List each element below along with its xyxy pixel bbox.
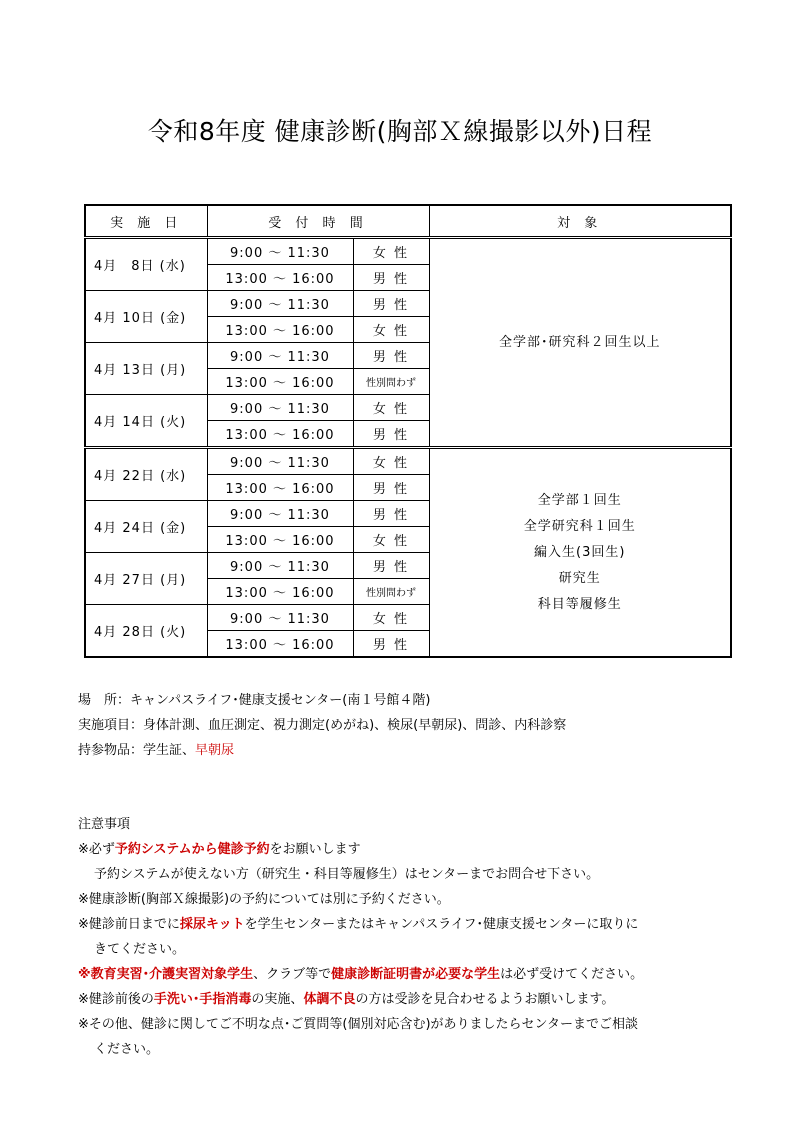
- target-line: 編入生(3回生): [534, 544, 626, 560]
- time-cell: 13:00 ～ 16:00: [207, 369, 353, 395]
- note-emphasis: 体調不良: [303, 992, 356, 1007]
- date-cell: 4月 14日 (火): [85, 395, 207, 448]
- time-cell: 9:00 ～ 11:30: [207, 553, 353, 579]
- table-row: [85, 448, 731, 475]
- info-items: 実施項目：身体計測、血圧測定、視力測定(めがね)、検尿(早朝尿)、問診、内科診察: [78, 718, 567, 733]
- target-cell-group-1: [429, 238, 731, 448]
- date-cell: 4月 22日 (水): [85, 448, 207, 501]
- note-text: ※健診前後の: [78, 992, 154, 1007]
- date-cell: 4月 27日 (月): [85, 553, 207, 605]
- target-line: 全学部･研究科２回生以上: [498, 334, 661, 350]
- group-1: [85, 238, 731, 448]
- note-3-cont: きてください。: [94, 942, 186, 957]
- header-date: 実 施 日: [85, 205, 207, 238]
- note-text: ※健診前日までに: [78, 917, 180, 932]
- gender-cell: 男 性: [353, 421, 429, 448]
- info-bring-red: 早朝尿: [195, 743, 235, 758]
- gender-cell: 男 性: [353, 553, 429, 579]
- time-cell: 13:00 ～ 16:00: [207, 579, 353, 605]
- header-time: 受 付 時 間: [207, 205, 429, 238]
- note-emphasis: 健康診断証明書が必要な学生: [331, 967, 501, 982]
- gender-cell: 女 性: [353, 317, 429, 343]
- time-cell: 9:00 ～ 11:30: [207, 448, 353, 475]
- note-1: [78, 837, 738, 862]
- notes-section: [78, 812, 738, 1062]
- note-6: ※その他、健診に関してご不明な点･ご質問等(個別対応含む)がありましたらセンターまでご相談: [78, 1017, 639, 1032]
- time-cell: 13:00 ～ 16:00: [207, 527, 353, 553]
- info-place: 場 所：キャンパスライフ･健康支援センター(南１号館４階): [78, 693, 431, 708]
- info-section: [78, 688, 566, 763]
- time-cell: 13:00 ～ 16:00: [207, 475, 353, 501]
- time-cell: 13:00 ～ 16:00: [207, 421, 353, 448]
- gender-cell: 性別問わず: [353, 579, 429, 605]
- target-line: 研究生: [558, 570, 601, 586]
- target-line: 科目等履修生: [537, 596, 622, 612]
- note-emphasis: 予約システムから健診予約: [114, 842, 270, 857]
- note-emphasis: 採尿キット: [179, 917, 245, 932]
- date-cell: 4月 24日 (金): [85, 501, 207, 553]
- time-cell: 9:00 ～ 11:30: [207, 395, 353, 421]
- info-bring: [78, 738, 566, 763]
- page-title: 令和8年度 健康診断(胸部Ｘ線撮影以外)日程: [147, 117, 653, 146]
- note-3: [78, 912, 738, 937]
- note-emphasis: 手洗い･手指消毒: [153, 992, 252, 1007]
- gender-cell: 男 性: [353, 343, 429, 369]
- note-4: [78, 962, 738, 987]
- note-2: ※健康診断(胸部Ｘ線撮影)の予約については別に予約ください。: [78, 892, 450, 907]
- gender-cell: 女 性: [353, 527, 429, 553]
- gender-cell: 男 性: [353, 501, 429, 527]
- note-text: の実施、: [251, 992, 304, 1007]
- date-cell: 4月 13日 (月): [85, 343, 207, 395]
- time-cell: 13:00 ～ 16:00: [207, 317, 353, 343]
- note-text: 、クラブ等で: [253, 967, 332, 982]
- gender-cell: 男 性: [353, 265, 429, 291]
- notes-heading: 注意事項: [78, 817, 131, 832]
- gender-cell: 男 性: [353, 475, 429, 501]
- date-cell: 4月 8日 (水): [85, 238, 207, 291]
- note-text: の方は受診を見合わせるようお願いします。: [355, 992, 615, 1007]
- header-target: 対 象: [429, 205, 731, 238]
- gender-cell: 男 性: [353, 631, 429, 658]
- note-text: は必ず受けてください。: [500, 967, 644, 982]
- table-row: [85, 238, 731, 265]
- note-text: ※必ず: [78, 842, 115, 857]
- time-cell: 9:00 ～ 11:30: [207, 238, 353, 265]
- target-line: 全学部１回生: [537, 492, 622, 508]
- target-line: 全学研究科１回生: [523, 518, 636, 534]
- schedule-table: [84, 204, 732, 658]
- gender-cell: 性別問わず: [353, 369, 429, 395]
- time-cell: 9:00 ～ 11:30: [207, 343, 353, 369]
- gender-cell: 女 性: [353, 605, 429, 631]
- note-text: を学生センターまたはキャンパスライフ･健康支援センターに取りに: [244, 917, 639, 932]
- note-emphasis: ※教育実習･介護実習対象学生: [78, 967, 254, 982]
- group-2: [85, 448, 731, 658]
- time-cell: 9:00 ～ 11:30: [207, 605, 353, 631]
- gender-cell: 男 性: [353, 291, 429, 317]
- target-cell-group-2: [429, 448, 731, 658]
- gender-cell: 女 性: [353, 448, 429, 475]
- note-text: をお願いします: [269, 842, 361, 857]
- note-6-cont: ください。: [94, 1042, 160, 1057]
- time-cell: 13:00 ～ 16:00: [207, 631, 353, 658]
- gender-cell: 女 性: [353, 395, 429, 421]
- time-cell: 9:00 ～ 11:30: [207, 291, 353, 317]
- time-cell: 9:00 ～ 11:30: [207, 501, 353, 527]
- info-bring-label: 持参物品：学生証、: [78, 743, 196, 758]
- table-header-row: [85, 205, 731, 238]
- date-cell: 4月 28日 (火): [85, 605, 207, 658]
- note-5: [78, 987, 738, 1012]
- note-1-sub: 予約システムが使えない方（研究生・科目等履修生）はセンターまでお問合せ下さい。: [94, 867, 600, 882]
- time-cell: 13:00 ～ 16:00: [207, 265, 353, 291]
- date-cell: 4月 10日 (金): [85, 291, 207, 343]
- gender-cell: 女 性: [353, 238, 429, 265]
